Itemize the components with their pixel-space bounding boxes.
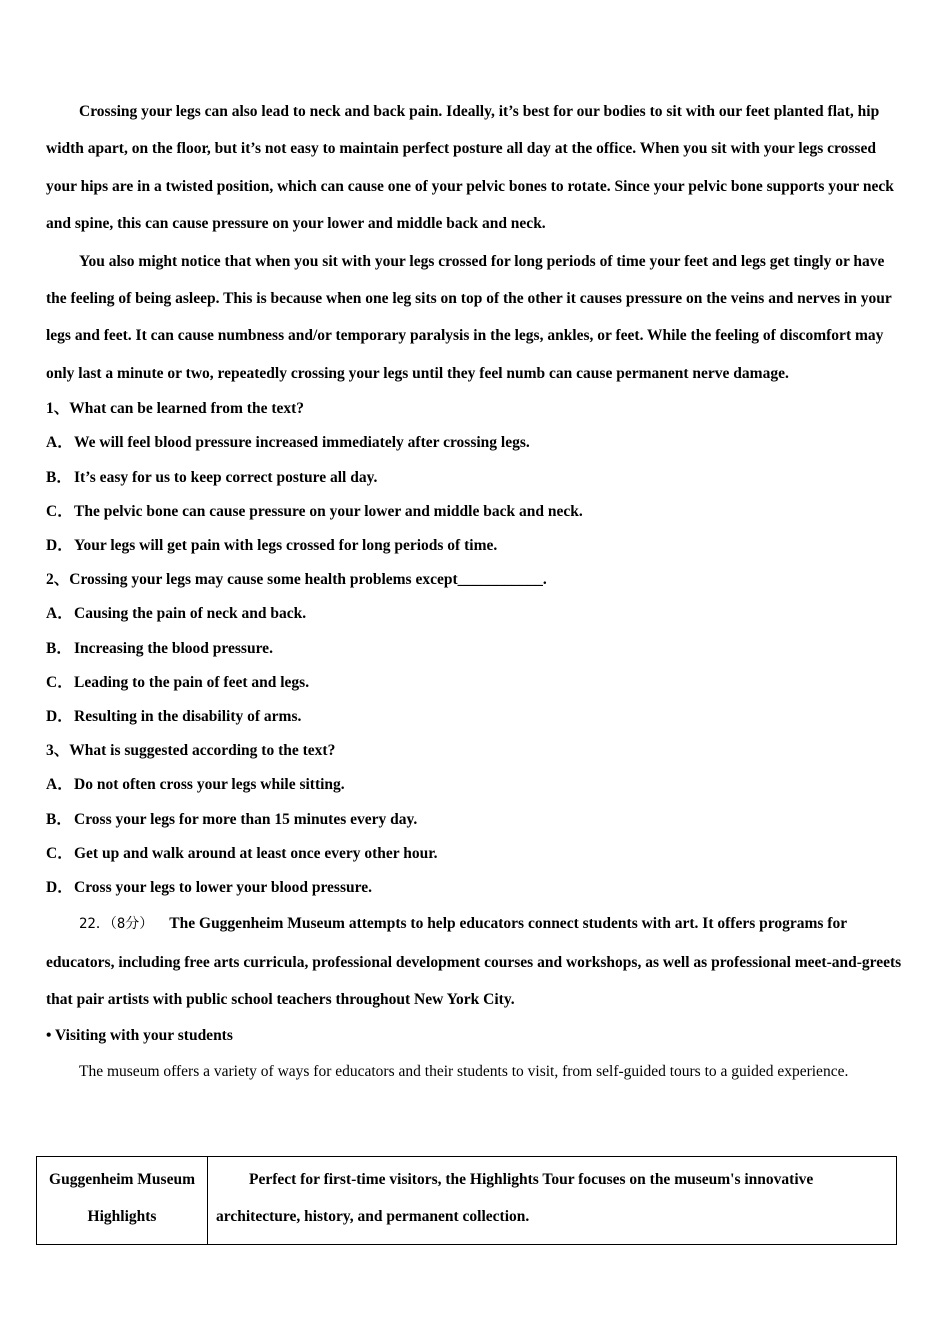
option-text: Increasing the blood pressure. <box>74 639 273 657</box>
option-text: Leading to the pain of feet and legs. <box>74 673 310 691</box>
option-b <box>46 461 904 495</box>
option-d <box>46 871 904 905</box>
option-a <box>46 768 904 802</box>
table-row <box>37 1157 897 1245</box>
option-text: Cross your legs to lower your blood pressure. <box>74 879 372 897</box>
tour-table <box>36 1156 897 1245</box>
question-2 <box>46 563 904 734</box>
tour-name-cell: Guggenheim Museum Highlights <box>37 1157 208 1245</box>
option-text: We will feel blood pressure increased immediately after crossing legs. <box>74 434 530 452</box>
section-intro-text: The Guggenheim Museum attempts to help educators connect students with art. It offers programs for educators, including free arts curricula, professional development courses and workshops, as well as professional meet-and-greets that pair artists with public school teachers throughout New York City. <box>46 915 902 1009</box>
option-letter: A． <box>46 434 73 452</box>
option-b <box>46 632 904 666</box>
option-letter: B． <box>46 810 72 828</box>
question-number: 3、 <box>46 742 70 760</box>
question-number: 1、 <box>46 400 70 418</box>
option-c <box>46 495 904 529</box>
passage-paragraph-2: You also might notice that when you sit with your legs crossed for long periods of time your feet and legs get tingly or have the feeling of being asleep. This is because when one leg sits on top of the other it causes pressure on the veins and nerves in your legs and feet. It can cause numbness and/or temporary paralysis in the legs, ankles, or feet. While the feeling of discomfort may only last a minute or two, repeatedly crossing your legs until they feel numb can cause permanent nerve damage. <box>46 252 892 382</box>
option-letter: D． <box>46 537 73 555</box>
question-stem <box>46 563 904 597</box>
section-body: The museum offers a variety of ways for educators and their students to visit, from self-guided tours to a guided experience. <box>79 1062 849 1080</box>
option-text: It’s easy for us to keep correct posture all day. <box>74 468 378 486</box>
option-text: Get up and walk around at least once every other hour. <box>74 844 438 862</box>
question-text: Crossing your legs may cause some health problems except___________. <box>69 571 547 589</box>
option-letter: C． <box>46 502 73 520</box>
question-1 <box>46 392 904 563</box>
option-d <box>46 529 904 563</box>
option-c <box>46 837 904 871</box>
option-letter: D． <box>46 708 73 726</box>
question-stem <box>46 392 904 426</box>
option-text: Cross your legs for more than 15 minutes every day. <box>74 810 418 828</box>
question-3 <box>46 734 904 905</box>
option-text: Resulting in the disability of arms. <box>74 708 302 726</box>
document-content <box>46 93 904 1090</box>
passage-paragraph-1: Crossing your legs can also lead to neck and back pain. Ideally, it’s best for our bodies to sit with our feet planted flat, hip width apart, on the floor, but it’s not easy to maintain perfect posture all day at the office. When you sit with your legs crossed your hips are in a twisted position, which can cause one of your pelvic bones to rotate. Since your pelvic bone supports your neck and spine, this can cause pressure on your lower and middle back and neck. <box>46 103 894 233</box>
tour-description-cell: Perfect for first-time visitors, the Highlights Tour focuses on the museum's innovative architecture, history, and permanent collection. <box>208 1157 897 1245</box>
option-text: Your legs will get pain with legs crossed for long periods of time. <box>74 537 498 555</box>
section-22-intro <box>46 905 904 1018</box>
question-number: 2、 <box>46 571 70 589</box>
section-heading: • Visiting with your students <box>46 1026 233 1044</box>
question-text: What is suggested according to the text? <box>69 742 336 760</box>
option-letter: B． <box>46 639 72 657</box>
option-letter: A． <box>46 605 73 623</box>
option-letter: C． <box>46 844 73 862</box>
section-number: 22．（8分） <box>79 916 154 933</box>
option-d <box>46 700 904 734</box>
option-c <box>46 666 904 700</box>
question-stem <box>46 734 904 768</box>
option-text: Do not often cross your legs while sitting. <box>74 776 345 794</box>
option-letter: B． <box>46 468 72 486</box>
option-a <box>46 597 904 631</box>
option-text: The pelvic bone can cause pressure on your lower and middle back and neck. <box>74 502 583 520</box>
option-letter: C． <box>46 673 73 691</box>
option-letter: D． <box>46 879 73 897</box>
option-letter: A． <box>46 776 73 794</box>
option-a <box>46 426 904 460</box>
question-text: What can be learned from the text? <box>69 400 305 418</box>
option-text: Causing the pain of neck and back. <box>74 605 307 623</box>
option-b <box>46 803 904 837</box>
